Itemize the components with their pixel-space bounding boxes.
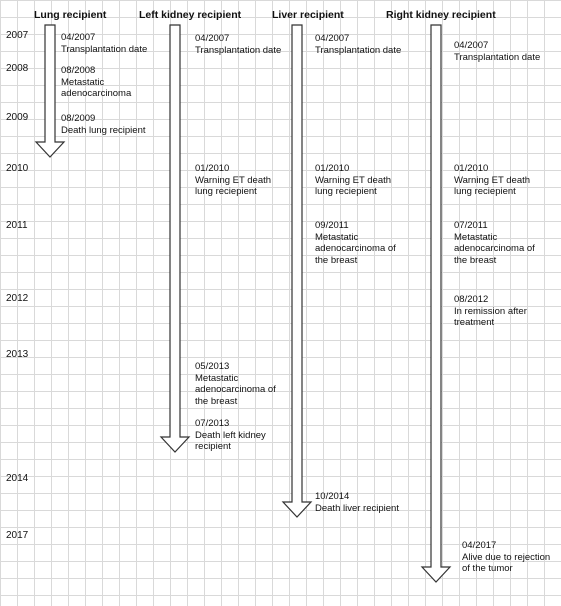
- lung-timeline-arrow: [36, 25, 64, 157]
- left-kidney-event: 04/2007 Transplantation date: [195, 33, 282, 56]
- liver-event: 04/2007 Transplantation date: [315, 33, 402, 56]
- lung-event: 08/2009 Death lung recipient: [61, 113, 146, 136]
- year-label: 2017: [6, 530, 29, 541]
- year-label: 2007: [6, 30, 29, 41]
- year-label: 2014: [6, 473, 29, 484]
- right-kidney-timeline-arrow: [422, 25, 450, 582]
- liver-event: 09/2011 Metastatic adenocarcinoma of the breast: [315, 220, 396, 266]
- year-label: 2009: [6, 112, 29, 123]
- year-label: 2012: [6, 293, 29, 304]
- header-right-kidney-recipient: Right kidney recipient: [386, 9, 496, 21]
- right-kidney-event: 07/2011 Metastatic adenocarcinoma of the breast: [454, 220, 535, 266]
- header-left-kidney-recipient: Left kidney recipient: [139, 9, 242, 21]
- right-kidney-event: 04/2017 Alive due to rejection of the tumor: [462, 540, 551, 574]
- right-kidney-event: 04/2007 Transplantation date: [454, 40, 541, 63]
- lung-event: 08/2008 Metastatic adenocarcinoma: [61, 65, 132, 99]
- header-lung-recipient: Lung recipient: [34, 9, 107, 21]
- lung-event: 04/2007 Transplantation date: [61, 32, 148, 55]
- year-label: 2010: [6, 163, 29, 174]
- year-label: 2008: [6, 63, 29, 74]
- liver-event: 10/2014 Death liver recipient: [315, 491, 399, 514]
- right-kidney-event: 08/2012 In remission after treatment: [454, 294, 527, 328]
- right-kidney-event: 01/2010 Warning ET death lung reciepient: [454, 163, 531, 197]
- left-kidney-timeline-arrow: [161, 25, 189, 452]
- year-label: 2013: [6, 349, 29, 360]
- year-label: 2011: [6, 220, 28, 231]
- left-kidney-event: 07/2013 Death left kidney recipient: [195, 418, 266, 452]
- liver-event: 01/2010 Warning ET death lung reciepient: [315, 163, 392, 197]
- liver-timeline-arrow: [283, 25, 311, 517]
- left-kidney-event: 05/2013 Metastatic adenocarcinoma of the breast: [195, 361, 276, 407]
- header-liver-recipient: Liver recipient: [272, 9, 344, 21]
- left-kidney-event: 01/2010 Warning ET death lung reciepient: [195, 163, 272, 197]
